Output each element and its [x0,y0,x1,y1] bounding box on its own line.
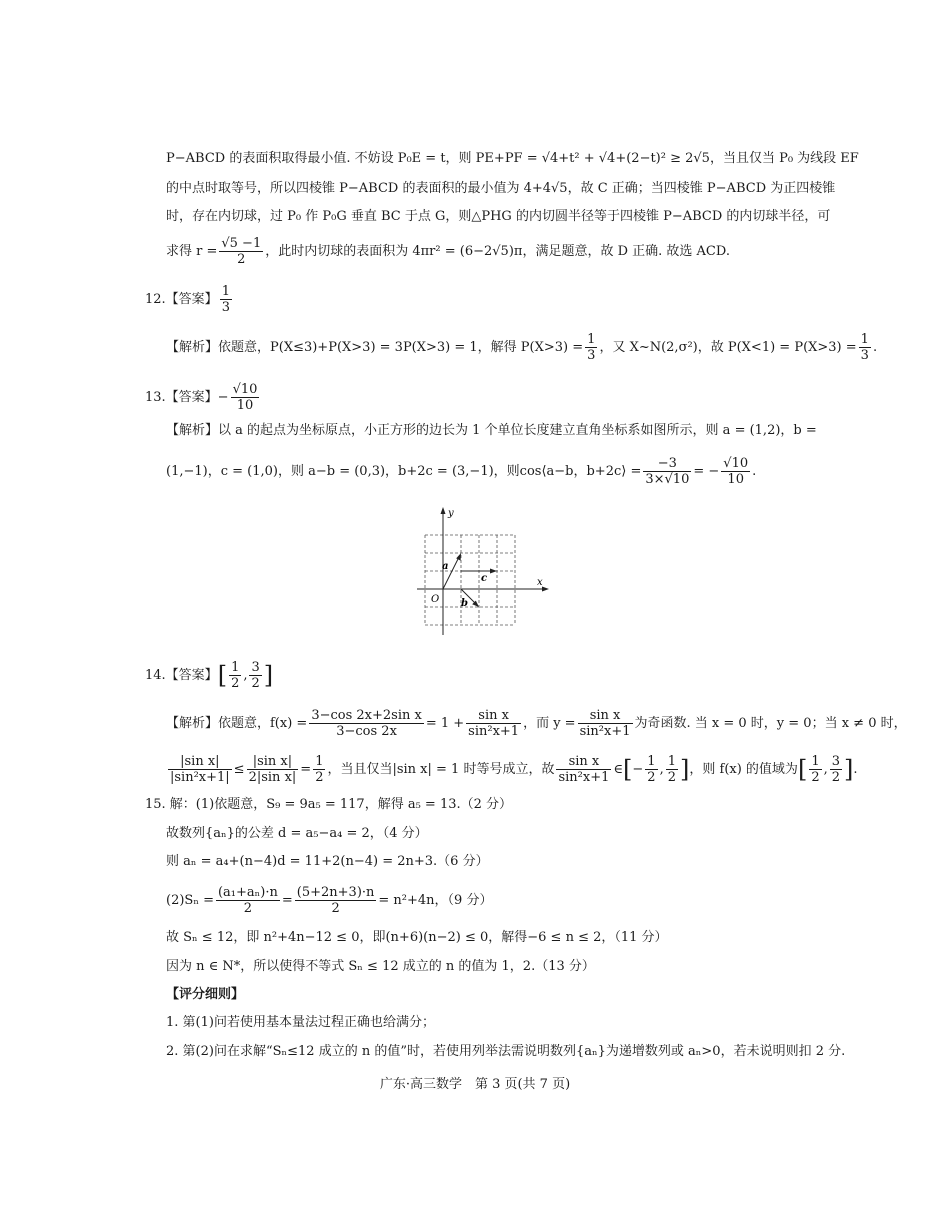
fraction: $\frac{\text{|sin x|}}{\text{|sin²x+1|}}$ [170,754,230,785]
fraction: $\frac{\text{sin x}}{\text{sin²x+1}}$ [558,754,610,785]
label-b: b [461,598,468,609]
q13-explanation-line-2: (1,−1)，c = (1,0)，则 a−b = (0,3)，b+2c = (3,−1)，则cos⟨a−b，b+2c⟩ = $\frac{-3}{3\times√10}$ = − $\frac{√10}{10}$ . [166,456,757,487]
q15-line-2: 故数列{aₙ}的公差 d = a₅−a₄ = 2，（4 分） [166,826,428,841]
fraction: $\frac{√10}{10}$ [723,456,749,487]
q15-line-4: (2)Sₙ = $\frac{\text{(a₁+aₙ)·n}}{2}$ = $\frac{(5+2n+3)\cdot n}{2}$ = n²+4n，（9 分） [166,885,493,916]
q15-line-1: 15. 解：(1)依题意，S₉ = 9a₅ = 117，解得 a₅ = 13.（2 分） [145,797,513,812]
q11-line-1: P−ABCD 的表面积取得最小值. 不妨设 P₀E = t，则 PE+PF = √4+t² + √4+(2−t)² ≥ 2√5，当且仅当 P₀ 为线段 EF [166,151,859,166]
fraction: $\frac{1}{2}$ [231,660,240,691]
fraction: $\frac{1}{3}$ [860,332,869,363]
rubric-item-2: 2. 第(2)问在求解“Sₙ≤12 成立的 n 的值”时，若使用列举法需说明数列{aₙ}为递增数列或 aₙ>0，若未说明则扣 2 分. [166,1044,846,1059]
fraction: $\frac{(5+2n+3)\cdot n}{2}$ [296,885,375,916]
q12-explanation: 【解析】依题意，P(X≤3)+P(X>3) = 3P(X>3) = 1，解得 P(X>3) = $\frac{1}{3}$ ，又 X~N(2,σ²)，故 P(X<1) = P(X>3) = $\frac{1}{3}$ . [166,332,878,363]
label-c: c [481,573,488,584]
fraction: $\frac{\text{(a₁+aₙ)·n}}{2}$ [217,885,278,916]
q14-explanation-line-1: 【解析】依题意，f(x) = $\frac{\text{3−cos 2x+2sin x}}{3-\cos 2x}$ = 1 + $\frac{\text{sin x}}{\text{sin²x+1}}$ ，而 y = $\frac{\text{sin x}}{\text{sin²x+1}}$ 为奇函数. 当 x = 0 时，y = 0；当 x ≠ 0 时， [166,708,907,739]
grid-lines [425,535,515,625]
vector-a-arrow-icon [456,553,461,561]
fraction: $\frac{1}{2}$ [667,754,676,785]
fraction: $\frac{√5 -1}{2}$ [221,236,262,267]
label-y: y [448,508,454,519]
q14-explanation-line-2: $\frac{\text{|sin x|}}{\text{|sin²x+1|}}$ ≤ $\frac{\text{|sin x|}}{\text{2|sin x|}}$ = $\frac{1}{2}$ ，当且仅当|sin x| = 1 时等号成立，故 $\frac{\text{sin x}}{\text{sin²x+1}}$ ∈[− $\frac{1}{2}$ , $\frac{1}{2}$ ]，则 f(x) 的值域为[ $\frac{1}{2}$ , $\frac{3}{2}$ ]. [170,754,858,785]
q13-answer: 13.【答案】− $\frac{√10}{10}$ [145,382,258,413]
fraction: $\frac{\text{sin x}}{\text{sin²x+1}}$ [579,708,631,739]
q13-explanation-line-1: 【解析】以 a 的起点为坐标原点，小正方形的边长为 1 个单位长度建立直角坐标系如图所示，则 a = (1,2)，b = [166,423,817,438]
fraction: $\frac{1}{2}$ [315,754,324,785]
q15-line-5: 故 Sₙ ≤ 12，即 n²+4n−12 ≤ 0，即(n+6)(n−2) ≤ 0，解得−6 ≤ n ≤ 2，（11 分） [166,930,668,945]
fraction: $\frac{3}{2}$ [831,754,841,785]
y-axis-arrow-icon [441,507,446,514]
fraction: $\frac{1}{3}$ [587,332,596,363]
fraction: $\frac{\text{|sin x|}}{\text{2|sin x|}}$ [248,754,297,785]
rubric-title: 【评分细则】 [166,987,245,1002]
q14-answer: 14.【答案】[ $\frac{1}{2}$ , $\frac{3}{2}$ ] [145,660,274,691]
q11-line-2: 的中点时取等号，所以四棱锥 P−ABCD 的表面积的最小值为 4+4√5，故 C 正确；当四棱锥 P−ABCD 为正四棱锥 [166,181,836,196]
fraction: $\frac{√10}{10}$ [232,382,258,413]
page-footer: 广东·高三数学 第 3 页(共 7 页) [379,1077,571,1092]
q11-line-3: 时，存在内切球，过 P₀ 作 P₀G 垂直 BC 于点 G，则△PHG 的内切圆半径等于四棱锥 P−ABCD 的内切球半径，可 [166,209,831,224]
fraction: $\frac{1}{2}$ [811,754,820,785]
q11-line-4: 求得 r = $\frac{√5 -1}{2}$ ，此时内切球的表面积为 4πr² = (6−2√5)π，满足题意，故 D 正确. 故选 ACD. [166,236,730,267]
q15-line-3: 则 aₙ = a₄+(n−4)d = 11+2(n−4) = 2n+3.（6 分） [166,854,489,869]
label-a: a [442,561,449,572]
label-origin: O [431,594,440,605]
q12-answer: 12.【答案】 $\frac{1}{3}$ [145,284,230,315]
x-axis-arrow-icon [542,587,549,592]
label-x: x [537,577,543,588]
fraction: $\frac{1}{2}$ [647,754,656,785]
vector-c-arrow-icon [490,569,497,574]
fraction: $\frac{1}{3}$ [221,284,230,315]
fraction: $\frac{3}{2}$ [251,660,260,691]
rubric-item-1: 1. 第(1)问若使用基本量法过程正确也给满分； [166,1015,435,1030]
fraction: $\frac{\text{3−cos 2x+2sin x}}{3-\cos 2x}$ [311,708,422,739]
q15-line-6: 因为 n ∈ N*，所以使得不等式 Sₙ ≤ 12 成立的 n 的值为 1，2.（13 分） [166,959,595,974]
fraction: $\frac{-3}{3\times√10}$ [645,456,690,487]
fraction: $\frac{\text{sin x}}{\text{sin²x+1}}$ [468,708,520,739]
coordinate-grid-figure [415,505,555,640]
